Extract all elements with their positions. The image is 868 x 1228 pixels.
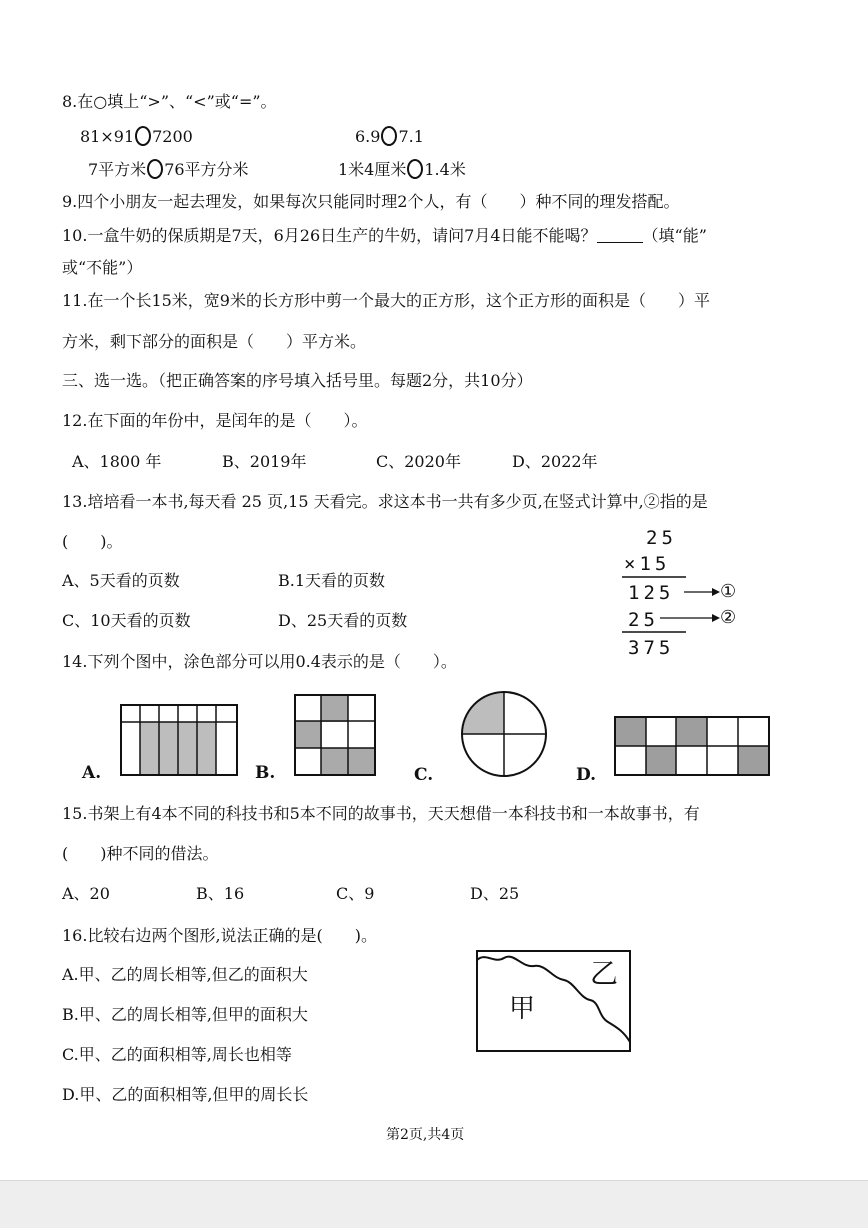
figure-a[interactable]	[120, 704, 238, 776]
calc-mark-2: ②	[720, 607, 737, 628]
q14-stem: 14.下列个图中，涂色部分可以用0.4表示的是（ ）。	[62, 652, 457, 671]
q8-a-right: 7200	[152, 127, 193, 146]
q12-option-d[interactable]: D、2022年	[512, 452, 598, 471]
calc-row-partial-1: 125	[628, 582, 675, 604]
page-number: 第2页,共4页	[386, 1127, 465, 1143]
q12-option-b[interactable]: B、2019年	[222, 452, 307, 471]
q15-line2: ( )种不同的借法。	[62, 844, 219, 863]
q13-line1: 13.培培看一本书,每天看 25 页,15 天看完。求这本书一共有多少页,在竖式计算中,②指的是	[62, 492, 708, 511]
q8-b-left: 6.9	[355, 127, 381, 146]
q13-option-c[interactable]: C、10天看的页数	[62, 611, 191, 630]
q12-stem: 12.在下面的年份中，是闰年的是（ ）。	[62, 411, 368, 430]
region-jia-label: 甲	[509, 994, 536, 1024]
q15-option-b[interactable]: B、16	[196, 884, 245, 903]
q8-c-left: 7平方米	[88, 160, 147, 179]
q16-stem: 16.比较右边两个图形,说法正确的是( )。	[62, 926, 378, 945]
compare-circle[interactable]	[135, 126, 151, 146]
region-yi-label: 乙	[590, 957, 619, 990]
q13-option-a[interactable]: A、5天看的页数	[62, 571, 180, 590]
q16-option-c[interactable]: C.甲、乙的面积相等,周长也相等	[62, 1045, 292, 1064]
q16-option-a[interactable]: A.甲、乙的周长相等,但乙的面积大	[62, 965, 308, 984]
calc-row-multiplicand: 25	[646, 527, 677, 549]
q10-line1	[62, 226, 707, 246]
calc-row-product: 375	[628, 637, 675, 659]
q13-option-d[interactable]: D、25天看的页数	[278, 611, 408, 630]
q10-tail: （填“能”	[642, 226, 707, 245]
compare-circle[interactable]	[147, 159, 163, 179]
viewer-bottom-band	[0, 1180, 868, 1228]
figure-b-label: B.	[255, 763, 276, 783]
figure-d[interactable]	[614, 716, 770, 776]
q11-line2: 方米，剩下部分的面积是（ ）平方米。	[62, 332, 367, 351]
calc-row-multiplier: ×15	[624, 553, 671, 575]
q9-text: 9.四个小朋友一起去理发，如果每次只能同时理2个人，有（ ）种不同的理发搭配。	[62, 192, 680, 211]
q12-option-a[interactable]: A、1800 年	[72, 452, 162, 471]
q8-a-left: 81×91	[80, 127, 135, 146]
q15-option-c[interactable]: C、9	[336, 884, 375, 903]
q11-line1: 11.在一个长15米，宽9米的长方形中剪一个最大的正方形，这个正方形的面积是（ ）平	[62, 291, 710, 310]
q12-option-c[interactable]: C、2020年	[376, 452, 461, 471]
calc-mark-1: ①	[720, 581, 737, 602]
figure-c[interactable]	[460, 690, 548, 778]
q15-option-a[interactable]: A、20	[62, 884, 110, 903]
figure-c-label: C.	[414, 765, 434, 785]
q8-title: 8.在○填上“>”、“<”或“=”。	[62, 92, 277, 111]
figure-a-label: A.	[82, 763, 102, 783]
section-heading: 三、选一选。（把正确答案的序号填入括号里。每题2分，共10分）	[62, 371, 533, 390]
figure-b[interactable]	[294, 694, 376, 776]
q8-d-right: 1.4米	[424, 160, 466, 179]
compare-circle[interactable]	[381, 126, 397, 146]
q8-d-left: 1米4厘米	[338, 160, 407, 179]
q8-c-right: 76平方分米	[164, 160, 249, 179]
figure-d-label: D.	[576, 765, 597, 785]
q8-compare-d	[338, 159, 466, 180]
q8-compare-a	[80, 126, 193, 147]
q13-line2: ( )。	[62, 532, 123, 551]
q16-option-d[interactable]: D.甲、乙的面积相等,但甲的周长长	[62, 1085, 309, 1104]
q13-option-b[interactable]: B.1天看的页数	[278, 571, 386, 590]
q16-option-b[interactable]: B.甲、乙的周长相等,但甲的面积大	[62, 1005, 308, 1024]
q8-compare-b	[355, 126, 424, 147]
q8-b-right: 7.1	[398, 127, 424, 146]
calc-row-partial-2: 25	[628, 609, 659, 631]
compare-circle[interactable]	[407, 159, 423, 179]
answer-blank[interactable]	[597, 228, 643, 243]
q10-line2: 或“不能”）	[62, 258, 143, 277]
q8-compare-c	[88, 159, 249, 180]
q15-line1: 15.书架上有4本不同的科技书和5本不同的故事书，天天想借一本科技书和一本故事书，有	[62, 804, 700, 823]
q10-main: 10.一盒牛奶的保质期是7天，6月26日生产的牛奶，请问7月4日能不能喝？	[62, 226, 597, 245]
q15-option-d[interactable]: D、25	[470, 884, 520, 903]
